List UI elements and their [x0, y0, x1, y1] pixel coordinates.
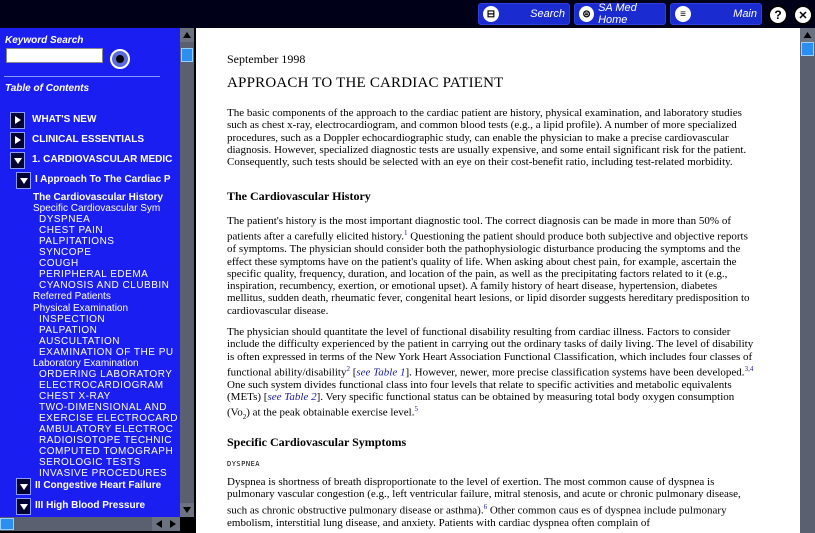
collapse-arrow-icon: [16, 498, 31, 515]
article-vertical-scrollbar[interactable]: [800, 28, 815, 533]
dyspnea-subheading: DYSPNEA: [227, 460, 261, 468]
toc-section-item[interactable]: CHEST X-RAY: [39, 390, 111, 402]
toc-section-item[interactable]: Laboratory Examination: [33, 357, 139, 369]
sidebar-horizontal-scrollbar[interactable]: [0, 517, 180, 531]
sa-med-home-button[interactable]: [574, 3, 666, 25]
search-label: Search: [530, 8, 565, 20]
scroll-left-icon[interactable]: [152, 517, 166, 531]
home-label: SA Med Home: [598, 2, 637, 26]
toc-section-item[interactable]: ORDERING LABORATORY: [39, 368, 173, 380]
scroll-down-icon[interactable]: [180, 503, 194, 517]
collapse-arrow-icon: [10, 152, 25, 169]
expand-arrow-icon: [10, 112, 25, 129]
help-icon[interactable]: ?: [768, 5, 788, 25]
keyword-search-input[interactable]: [6, 48, 103, 63]
collapse-arrow-icon: [16, 172, 31, 189]
toc-section-item[interactable]: COUGH: [39, 258, 79, 270]
footnote-ref[interactable]: 3,4: [744, 364, 754, 373]
toc-section-item[interactable]: The Cardiovascular History: [33, 192, 164, 203]
history-heading: The Cardiovascular History: [227, 189, 371, 203]
sidebar-hscroll-thumb[interactable]: [0, 518, 14, 530]
keyword-search-label: Keyword Search: [5, 35, 84, 46]
sidebar-vertical-scrollbar[interactable]: [180, 28, 194, 517]
toc-section-item[interactable]: COMPUTED TOMOGRAPH: [39, 446, 174, 458]
collapse-arrow-icon: [16, 478, 31, 495]
article-title: APPROACH TO THE CARDIAC PATIENT: [227, 75, 504, 91]
expand-arrow-icon: [10, 132, 25, 149]
toc-section-item[interactable]: TWO-DIMENSIONAL AND: [39, 401, 168, 413]
history-paragraph-2: The physician should quantitate the level of functional disability resulting from cardiac illness. Factors to consider include the difficulty experienced by the patient in carrying out the ordinary tasks of daily living. The level of disability is often expressed in terms of the New York Heart Association Functional Classification, which includes four classes of functional ability/disability$^2$ [see Table 1]. However, newer, more precise classification systems have been developed.$^{3,4}$ One such system divides functional class into four levels that relate to specific activities and metabolic equivalents (METs) [see Table 2]. Very specific functional status can be obtained by measuring total body oxygen consumption $(Vo_2)$ at the peak obtainable exercise level.$^5$: [227, 326, 754, 422]
home-icon: ⊜: [579, 6, 594, 22]
toc-section-item[interactable]: DYSPNEA: [39, 214, 91, 226]
toc-section-item[interactable]: SYNCOPE: [39, 247, 92, 259]
menu-icon: ≡: [675, 6, 691, 22]
footnote-ref[interactable]: 6: [483, 502, 488, 511]
intro-paragraph: The basic components of the approach to the cardiac patient are history, physical examination, and laboratory studies such as chest x-ray, electrocardiogram, and common blood tests (e.g., a lipid profile). A number of more specialized procedures, such as a Doppler echocardiographic study, can enable the physician to make a precise cardiovascular diagnosis. However, specialized diagnostic tests are usually expensive, and some entail significant risk for the patient. Consequently, such tests should be selected with an eye on their cost-benefit ratio, including test-related morbidity.: [227, 107, 747, 169]
footnote-ref[interactable]: 1: [404, 229, 408, 238]
toc-section-item[interactable]: EXAMINATION OF THE PU: [39, 346, 174, 358]
footnote-ref[interactable]: 5: [414, 405, 418, 414]
toc-section-item[interactable]: PALPATION: [39, 324, 98, 336]
sidebar: Keyword Search Table of Contents WHAT'S NEW CLINICAL ESSENTIALS 1. CARDIOVASCULAR MEDIC I Approach To The Cardiac P The Cardiovascular History Specific Cardiovascular Sym DYSPNEA CHEST PAIN PALPITATIONS SYNCOPE COUGH PERIPHERAL EDEMA CYANOSIS AND CLUBBIN Referred Patients Physical Examination INSPECTION PALPATION AUSCULTATION EXAMINATION OF THE PU Laboratory Examination ORDERING LABORATORY ELECTROCARDIOGRAM CHEST X-RAY TWO-DIMENSIONAL AND EXERCISE ELECTROCARD AMBULATORY ELECTROC RADIOISOTOPE TECHNIC COMPUTED TOMOGRAPH SEROLOGIC TESTS INVASIVE PROCEDURES II Congestive Heart Failure III High Blood Pressure: [0, 28, 180, 517]
toc-section-item[interactable]: ELECTROCARDIOGRAM: [39, 379, 164, 391]
main-button[interactable]: [670, 3, 762, 25]
article-date: September 1998: [227, 52, 306, 66]
scroll-up-icon[interactable]: [800, 28, 815, 42]
search-button[interactable]: [478, 3, 570, 25]
sidebar-scroll-thumb[interactable]: [181, 48, 193, 62]
toc-section-item[interactable]: EXERCISE ELECTROCARD: [39, 413, 178, 424]
toc-section-item[interactable]: RADIOISOTOPE TECHNIC: [39, 435, 172, 447]
scroll-up-icon[interactable]: [180, 28, 194, 42]
dyspnea-paragraph: Dyspnea is shortness of breath disproportionate to the level of exertion. The most common cause of dyspnea is pulmonary vascular congestion (e.g., left ventricular failure, mitral stenosis, and acute or chronic pulmonary disease, such as chronic obstructive pulmonary disease or asthma).$^6$ Other common caus es of dyspnea include pulmonary embolism, interstitial lung disease, and anxiety. Patients with cardiac dyspnea often complain of: [227, 476, 741, 529]
toc-section-item[interactable]: PALPITATIONS: [39, 236, 115, 248]
symptoms-heading: Specific Cardiovascular Symptoms: [227, 435, 407, 449]
keyword-search-go-button[interactable]: [110, 49, 130, 69]
top-toolbar: [0, 0, 815, 28]
scroll-right-icon[interactable]: [166, 517, 180, 531]
toc-section-item[interactable]: SEROLOGIC TESTS: [39, 457, 141, 469]
table-1-link[interactable]: see Table 1: [356, 366, 406, 379]
toc-section-item[interactable]: INVASIVE PROCEDURES: [39, 468, 168, 480]
main-label: Main: [733, 8, 757, 20]
history-paragraph-1: The patient's history is the most important diagnostic tool. The correct diagnosis can be made in more than 50% of patients after a carefully elicited history.$^1$ Questioning the patient should produce both subjective and objective reports of symptoms. The physician should consider both the pathophysiologic disturbance producing the symptoms and the effect these symptoms have on the patient's quality of life. When asking about chest pain, for example, ascertain the specific quality, frequency, duration, and location of the pain, as well as the precipitating factors related to it (e.g., inspiration, recumbency, exertion, or emotional upset). A family history of heart disease, hypertension, diabetes mellitus, sudden death, rheumatic fever, congenital heart lesions, or lipid disorder suggests hereditary predisposition to cardiovascular disease.: [227, 215, 750, 317]
toc-section-item[interactable]: Referred Patients: [33, 291, 111, 303]
article-scroll-thumb[interactable]: [801, 42, 814, 56]
table-of-contents-label: Table of Contents: [5, 83, 90, 94]
toc-section-item[interactable]: Physical Examination: [33, 302, 129, 314]
search-icon: ⊟: [483, 6, 499, 22]
toc-section-item[interactable]: CHEST PAIN: [39, 225, 104, 237]
toc-section-item[interactable]: PERIPHERAL EDEMA: [39, 269, 149, 281]
table-2-link[interactable]: see Table 2: [267, 391, 317, 404]
footnote-ref[interactable]: 2: [346, 364, 350, 373]
divider: [4, 76, 160, 77]
toc-section-item[interactable]: AMBULATORY ELECTROC: [39, 424, 174, 436]
toc-section-item[interactable]: AUSCULTATION: [39, 335, 121, 347]
article-pane: [196, 28, 800, 533]
toc-section-item[interactable]: INSPECTION: [39, 313, 106, 325]
toc-section-item[interactable]: CYANOSIS AND CLUBBIN: [39, 280, 170, 292]
close-icon[interactable]: ✕: [793, 5, 813, 25]
toc-section-item[interactable]: Specific Cardiovascular Sym: [33, 203, 161, 215]
